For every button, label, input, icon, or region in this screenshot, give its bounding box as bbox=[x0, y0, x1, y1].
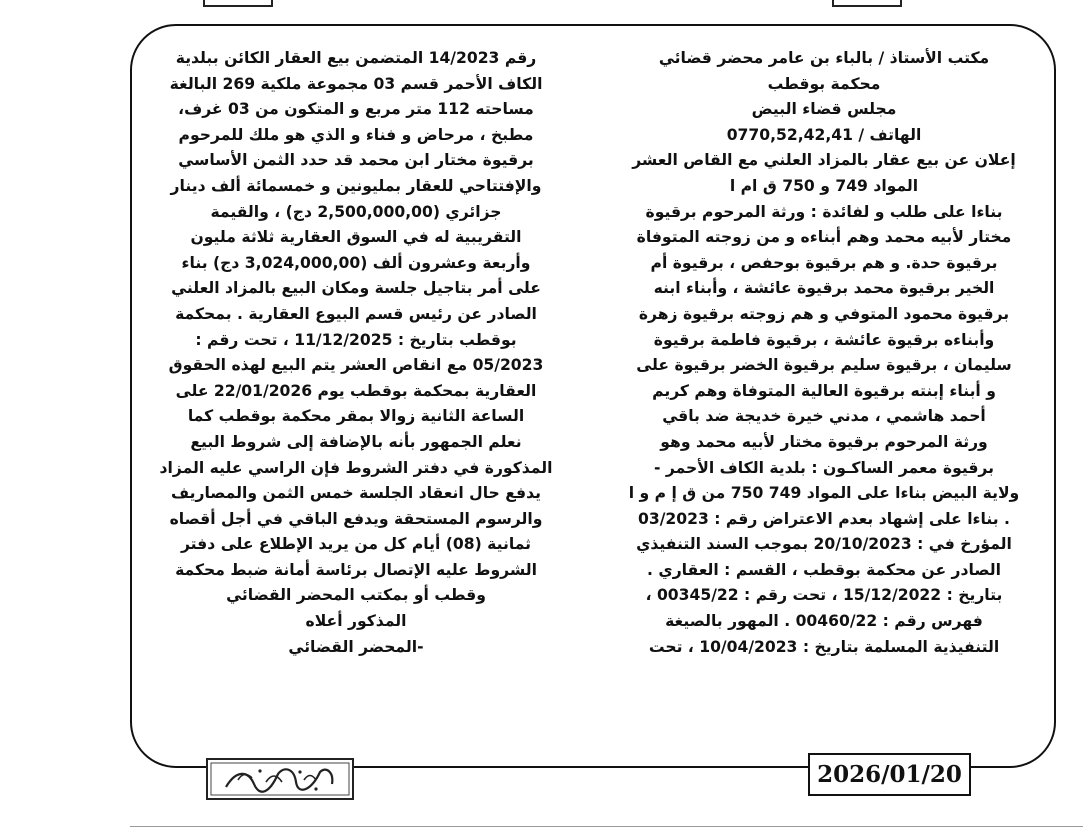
text-line: . بناءا على إشهاد بعدم الاعتراض رقم : 03/2023 bbox=[638, 509, 1010, 528]
text-line: بناءا على طلب و لفائدة : ورثة المرحوم برقيوة bbox=[645, 202, 1003, 221]
text-line: إعلان عن بيع عقار بالمزاد العلني مع القاص العشر bbox=[632, 151, 1016, 170]
text-line: محكمة بوقطب bbox=[767, 74, 881, 93]
announcement-left-column bbox=[136, 46, 576, 660]
text-line: ولاية البيض بناءا على المواد 749 750 من ق إ م و ا bbox=[628, 484, 1020, 503]
text-line: المذكور أعلاه bbox=[305, 612, 407, 631]
text-line: بوقطب بتاريخ : 11/12/2025 ، تحت رقم : bbox=[195, 330, 517, 349]
top-edge-tab-left bbox=[203, 0, 273, 7]
date-text: 2026/01/20 bbox=[817, 761, 962, 788]
text-line: برقيوة مختار ابن محمد قد حدد الثمن الأساسي bbox=[178, 151, 534, 170]
text-line: 05/2023 مع انقاص العشر يتم البيع لهذه الحقوق bbox=[168, 356, 544, 375]
text-line: برقيوة حدة. و هم برقيوة بوحفص ، برقيوة أم bbox=[650, 253, 998, 272]
text-line: يدفع حال انعقاد الجلسة خمس الثمن والمصاريف bbox=[171, 484, 541, 503]
text-line: نعلم الجمهور بأنه بالإضافة إلى شروط البيع bbox=[190, 432, 522, 451]
text-line: المواد 749 و 750 ق ام ا bbox=[729, 176, 919, 195]
text-line: وقطب أو بمكتب المحضر القضائي bbox=[226, 586, 486, 605]
text-line: والرسوم المستحقة ويدفع الباقي في أجل أقصاه bbox=[169, 509, 543, 528]
text-line: التقريبية له في السوق العقارية ثلاثة مليون bbox=[190, 228, 522, 247]
text-line: بتاريخ : 15/12/2022 ، تحت رقم : 00345/22 ، bbox=[645, 586, 1003, 605]
text-line: التنفيذية المسلمة بتاريخ : 10/04/2023 ، تحت bbox=[648, 637, 1000, 656]
text-line: برقيوة محمود المتوفي و هم زوجته برقيوة زهرة bbox=[638, 304, 1010, 323]
publisher-logo bbox=[206, 758, 354, 800]
text-line: رقم 14/2023 المتضمن بيع العقار الكائن ببلدية bbox=[175, 49, 537, 67]
text-line: المؤرخ في : 20/10/2023 بموجب السند التنفيذي bbox=[636, 535, 1012, 554]
text-line: وأبناءه برقيوة عائشة ، برقيوة فاطمة برقيوة bbox=[653, 330, 995, 349]
text-line: وأربعة وعشرون ألف (3,024,000,00 دج) بناء bbox=[181, 253, 531, 272]
text-line: الصادر عن رئيس قسم البيوع العقارية . بمحكمة bbox=[175, 304, 537, 323]
text-line: ثمانية (08) أيام كل من يريد الإطلاع على دفتر bbox=[180, 535, 532, 554]
text-line: مكتب الأستاذ / بالباء بن عامر محضر قضائي bbox=[658, 49, 990, 67]
text-line: ورثة المرحوم برقيوة مختار لأبيه محمد وهو bbox=[660, 432, 988, 451]
text-line: مطبخ ، مرحاض و فناء و الذي هو ملك للمرحوم bbox=[178, 125, 534, 144]
text-line: مساحته 112 متر مربع و المتكون من 03 غرف، bbox=[178, 100, 534, 119]
publication-date bbox=[808, 753, 971, 796]
text-line: الشروط عليه الإتصال برئاسة أمانة ضبط محكمة bbox=[175, 560, 537, 579]
top-edge-tab-right bbox=[832, 0, 902, 7]
text-line: و أبناء إبنته برقيوة العالية المتوفاة وهم كريم bbox=[652, 381, 996, 400]
text-line: الكاف الأحمر قسم 03 مجموعة ملكية 269 البالغة bbox=[169, 74, 543, 93]
text-line: -المحضر القضائي bbox=[288, 637, 424, 656]
publisher-logo-calligraphy bbox=[208, 760, 352, 798]
text-line: والإفتتاحي للعقار بمليونين و خمسمائة ألف دينار bbox=[170, 176, 542, 195]
text-line: جزائري (2,500,000,00 دج) ، والقيمة bbox=[210, 202, 502, 221]
text-line: الصادر عن محكمة بوقطب ، القسم : العقاري . bbox=[647, 560, 1001, 579]
text-line: على أمر بتاجيل جلسة ومكان البيع بالمزاد العلني bbox=[171, 279, 541, 298]
text-line: سليمان ، برقيوة سليم برقيوة الخضر برقيوة على bbox=[636, 356, 1012, 375]
page-bottom-rule bbox=[130, 826, 1083, 827]
text-line: برقيوة معمر الساكـون : بلدية الكاف الأحمر - bbox=[654, 458, 994, 477]
text-line: مختار لأبيه محمد وهم أبناءه و من زوجته المتوفاة bbox=[636, 228, 1012, 247]
text-line: الساعة الثانية زوالا بمقر محكمة بوقطب كما bbox=[187, 407, 525, 426]
text-line: العقارية بمحكمة بوقطب يوم 22/01/2026 على bbox=[175, 381, 537, 400]
text-line: أحمد هاشمي ، مدني خيرة خديجة ضد باقي bbox=[662, 407, 986, 426]
announcement-right-column bbox=[604, 46, 1044, 660]
text-line: المذكورة في دفتر الشروط فإن الراسي عليه المزاد bbox=[159, 458, 553, 477]
text-line: مجلس قضاء البيض bbox=[751, 100, 897, 119]
text-line: فهرس رقم : 00460/22 . المهور بالصيغة bbox=[665, 612, 983, 631]
text-line: الهاتف / 0770,52,42,41 bbox=[726, 125, 922, 144]
text-line: الخير برقيوة محمد برقيوة عائشة ، وأبناء ابنه bbox=[653, 279, 995, 298]
